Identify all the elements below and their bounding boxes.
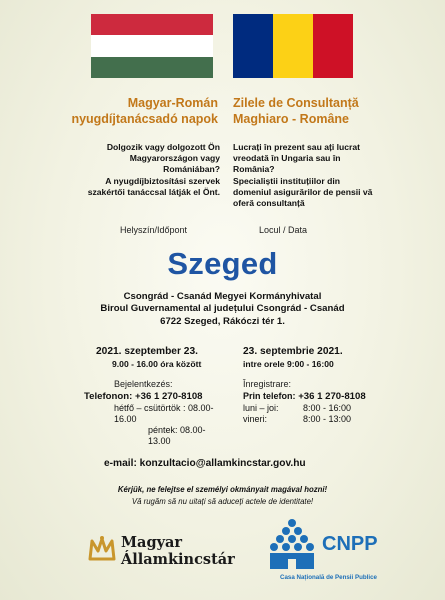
date-ro-hours: intre orele 9:00 - 16:00 [243,359,334,369]
phone-label: Prin telefon: [243,391,296,401]
registration-ro-label: Înregistrare: [243,379,292,389]
email-line[interactable]: e-mail: konzultacio@allamkincstar.gov.hu [104,458,306,469]
logo-line: Magyar [121,534,183,551]
flag-stripe [233,14,273,78]
place-label-ro: Locul / Data [259,225,308,235]
cnpp-emblem-dot [306,543,314,551]
cnpp-logo-text: CNPP [322,533,378,555]
cnpp-logo-icon [266,519,318,573]
hours: 8:00 - 13:00 [303,414,352,424]
registration-hu [84,379,224,447]
intro-ro [233,142,401,209]
intro-hu-line: szakértői tanáccsal látják el Önt. [87,186,220,197]
cnpp-emblem-icon [266,519,318,573]
title-hu-line: Magyar-Román [127,96,218,110]
phone-number[interactable]: +36 1 270-8108 [135,391,203,402]
cnpp-emblem-dot [288,535,296,543]
title-ro-line: Zilele de Consultanță [233,96,359,110]
registration-ro [243,379,393,425]
title-ro-line: Maghiaro - Române [233,111,349,126]
days: luni – joi: [243,403,279,413]
title-hu-line: nyugdíjtanácsadó napok [71,111,218,126]
intro-hu-line: Magyarországon vagy [129,153,220,164]
cnpp-emblem-dot [282,527,290,535]
notice-ro: Vă rugăm să nu uitați să aduceți actele de identitate! [131,497,314,506]
flag-stripe [313,14,353,78]
days: vineri: [243,414,268,424]
crown-icon [88,535,116,561]
title-hu [60,96,218,127]
registration-ro-hours-row [243,414,393,425]
cnpp-emblem-dot [276,535,284,543]
phone-label: Telefonon: [84,391,133,402]
city-name: Szeged [167,246,278,281]
cnpp-emblem-dot [300,535,308,543]
phone-number[interactable]: +36 1 270-8108 [298,391,366,402]
intro-ro-line: oferă consultanță [233,198,305,209]
registration-hu-hours-line: péntek: 08.00-13.00 [148,425,206,446]
flag-stripe [91,57,213,78]
cnpp-emblem-dot [288,519,296,527]
hours: 8:00 - 16:00 [303,403,352,413]
cnpp-emblem-dot [282,543,290,551]
flag-stripe [91,14,213,35]
date-hu-date: 2021. szeptember 23. [96,346,198,357]
date-ro [243,346,393,369]
title-ro [233,96,403,127]
flag-stripe [273,14,313,78]
registration-ro-phone-row [243,391,393,402]
intro-hu-line: Dolgozik vagy dolgozott Ön [106,142,220,152]
intro-ro-line: Lucrați în prezent sau ați lucrat [233,142,361,152]
intro-hu [50,142,220,198]
intro-hu-line: Romániában? [163,164,220,175]
registration-hu-label: Bejelentkezés: [114,379,173,389]
address [0,291,445,328]
intro-hu-line: A nyugdíjbiztosítási szervek [105,175,220,186]
logo-line: Államkincstár [121,551,235,568]
date-hu [96,346,226,369]
romanian-flag [233,14,353,78]
hungarian-flag [91,14,213,78]
cnpp-emblem-dot [270,543,278,551]
address-line: 6722 Szeged, Rákóczi tér 1. [160,315,285,327]
address-line: Csongrád - Csanád Megyei Kormányhivatal [123,291,322,302]
registration-hu-phone-row [84,391,224,402]
magyar-allamkincstar-logo-icon [88,535,116,561]
notice-hu: Kérjük, ne felejtse el személyi okmányait magával hozni! [117,485,328,494]
cnpp-logo-subtitle: Casa Națională de Pensii Publice [280,574,377,581]
date-hu-hours: 9.00 - 16.00 óra között [112,359,202,369]
intro-ro-line: România? [233,164,275,175]
registration-hu-hours-line: hétfő – csütörtök : 08.00-16.00 [114,403,214,424]
address-line: Biroul Guvernamental al județului Csongrád - Csanád [100,303,345,315]
flag-stripe [91,35,213,56]
registration-ro-hours-row [243,403,393,414]
cnpp-emblem-house [270,553,314,569]
date-ro-date: 23. septembrie 2021. [243,346,343,357]
intro-ro-line: Specialiștii instituțiilor din [233,175,340,186]
intro-ro-line: domeniul asigurărilor de pensii vă [233,186,373,197]
cnpp-emblem-dot [294,543,302,551]
cnpp-emblem-dot [294,527,302,535]
magyar-allamkincstar-logo-text [121,534,235,568]
place-label-hu: Helyszín/Időpont [120,225,188,235]
intro-ro-line: vreodată în Ungaria sau în [233,153,341,164]
